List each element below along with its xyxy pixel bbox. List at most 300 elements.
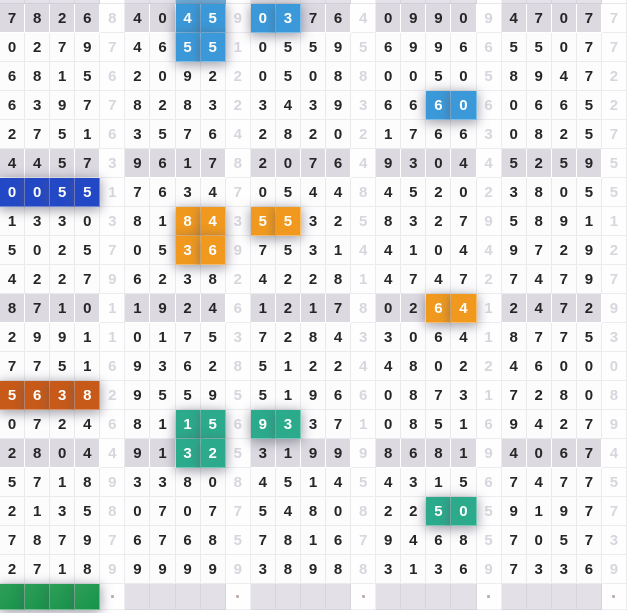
digit-cell: 4 <box>201 178 226 207</box>
separator-digit-cell: 8 <box>351 294 376 323</box>
digit-cell: 5 <box>0 236 25 265</box>
placeholder-dot <box>111 595 114 598</box>
digit-cell: 4 <box>125 33 150 62</box>
digit-cell: 3 <box>251 555 276 584</box>
separator-digit-cell: 4 <box>477 149 502 178</box>
digit-cell: 1 <box>125 294 150 323</box>
digit-cell: 2 <box>301 352 326 381</box>
separator-digit-cell: 9 <box>226 236 251 265</box>
separator-digit-cell: 8 <box>100 497 125 526</box>
digit-cell: 7 <box>502 381 527 410</box>
separator-digit-cell: 6 <box>226 410 251 439</box>
separator-digit-cell: 2 <box>602 91 627 120</box>
digit-cell: 6 <box>552 439 577 468</box>
highlight-digit-cell: 2 <box>201 439 226 468</box>
separator-digit-cell: 7 <box>100 91 125 120</box>
separator-digit-cell: 4 <box>226 120 251 149</box>
digit-cell: 2 <box>276 323 301 352</box>
pending-cell <box>527 584 552 610</box>
digit-cell: 5 <box>577 120 602 149</box>
separator-digit-cell: 6 <box>100 410 125 439</box>
separator-digit-cell: 5 <box>477 497 502 526</box>
digit-cell: 2 <box>276 294 301 323</box>
digit-cell: 8 <box>401 381 426 410</box>
digit-cell: 7 <box>502 265 527 294</box>
digit-cell: 3 <box>25 207 50 236</box>
separator-digit-cell: 9 <box>477 439 502 468</box>
separator-digit-cell: 7 <box>226 178 251 207</box>
digit-cell: 4 <box>401 526 426 555</box>
digit-cell: 0 <box>150 4 175 33</box>
digit-cell: 2 <box>326 352 351 381</box>
separator-digit-cell: 9 <box>602 555 627 584</box>
separator-digit-cell: 5 <box>351 468 376 497</box>
separator-digit-cell: 8 <box>351 178 376 207</box>
digit-cell: 8 <box>276 120 301 149</box>
digit-cell: 0 <box>376 381 401 410</box>
digit-cell: 2 <box>201 352 226 381</box>
digit-cell: 6 <box>527 91 552 120</box>
digit-cell: 4 <box>376 468 401 497</box>
digit-cell: 8 <box>301 497 326 526</box>
digit-cell: 6 <box>0 91 25 120</box>
digit-cell: 5 <box>552 526 577 555</box>
pending-cell <box>376 584 401 610</box>
highlight-digit-cell: 5 <box>426 497 451 526</box>
digit-cell: 5 <box>301 33 326 62</box>
digit-cell: 7 <box>502 468 527 497</box>
digit-cell: 1 <box>451 439 476 468</box>
digit-cell: 1 <box>401 555 426 584</box>
separator-digit-cell: 3 <box>602 526 627 555</box>
separator-digit-cell: 3 <box>477 120 502 149</box>
digit-cell: 5 <box>577 178 602 207</box>
digit-cell: 9 <box>301 555 326 584</box>
digit-cell: 4 <box>552 62 577 91</box>
digit-cell: 8 <box>0 294 25 323</box>
digit-cell: 6 <box>326 4 351 33</box>
digit-cell: 9 <box>502 410 527 439</box>
digit-cell: 7 <box>0 352 25 381</box>
digit-cell: 3 <box>251 91 276 120</box>
digit-cell: 9 <box>401 4 426 33</box>
digit-cell: 9 <box>401 33 426 62</box>
digit-cell: 1 <box>276 439 301 468</box>
digit-cell: 0 <box>451 4 476 33</box>
digit-cell: 9 <box>50 323 75 352</box>
digit-cell: 1 <box>577 207 602 236</box>
separator-digit-cell: 5 <box>602 149 627 178</box>
digit-cell: 0 <box>527 439 552 468</box>
digit-cell: 1 <box>426 468 451 497</box>
separator-digit-cell: 3 <box>602 323 627 352</box>
digit-cell: 2 <box>125 62 150 91</box>
digit-cell: 7 <box>176 323 201 352</box>
digit-cell: 2 <box>577 294 602 323</box>
digit-cell: 4 <box>426 265 451 294</box>
separator-digit-cell: 2 <box>477 352 502 381</box>
digit-cell: 1 <box>50 62 75 91</box>
separator-digit-cell: 8 <box>226 468 251 497</box>
digit-cell: 7 <box>150 497 175 526</box>
digit-cell: 6 <box>426 120 451 149</box>
highlight-digit-cell: 6 <box>426 294 451 323</box>
digit-cell: 7 <box>25 555 50 584</box>
digit-cell: 2 <box>552 236 577 265</box>
digit-cell: 0 <box>426 236 451 265</box>
digit-cell: 8 <box>326 555 351 584</box>
pending-cell <box>276 584 301 610</box>
digit-cell: 2 <box>0 120 25 149</box>
digit-cell: 8 <box>25 439 50 468</box>
digit-cell: 2 <box>50 265 75 294</box>
digit-cell: 8 <box>502 62 527 91</box>
digit-cell: 5 <box>50 120 75 149</box>
digit-cell: 4 <box>502 439 527 468</box>
separator-digit-cell: 8 <box>351 62 376 91</box>
digit-cell: 7 <box>326 294 351 323</box>
separator-digit-cell: 7 <box>100 526 125 555</box>
separator-digit-cell: 9 <box>477 4 502 33</box>
digit-cell: 8 <box>451 526 476 555</box>
digit-cell: 5 <box>502 149 527 178</box>
separator-digit-cell: 9 <box>477 555 502 584</box>
digit-cell: 7 <box>176 120 201 149</box>
digit-cell: 2 <box>50 4 75 33</box>
highlight-digit-cell: 5 <box>201 33 226 62</box>
digit-cell: 6 <box>376 33 401 62</box>
pending-green-cell <box>50 584 75 610</box>
digit-cell: 3 <box>176 265 201 294</box>
digit-cell: 2 <box>502 294 527 323</box>
highlight-digit-cell: 4 <box>176 4 201 33</box>
digit-cell: 9 <box>376 526 401 555</box>
digit-cell: 4 <box>251 265 276 294</box>
digit-cell: 7 <box>75 265 100 294</box>
pending-separator-cell <box>100 584 125 610</box>
digit-cell: 6 <box>451 33 476 62</box>
digit-cell: 4 <box>301 178 326 207</box>
separator-digit-cell: 6 <box>100 120 125 149</box>
digit-cell: 4 <box>201 294 226 323</box>
digit-cell: 5 <box>426 62 451 91</box>
digit-cell: 5 <box>75 62 100 91</box>
digit-cell: 1 <box>301 526 326 555</box>
digit-cell: 5 <box>150 381 175 410</box>
separator-digit-cell: 1 <box>100 294 125 323</box>
highlight-digit-cell: 3 <box>50 381 75 410</box>
separator-digit-cell: 3 <box>226 207 251 236</box>
separator-digit-cell: 8 <box>226 149 251 178</box>
digit-cell: 9 <box>502 497 527 526</box>
digit-cell: 8 <box>376 207 401 236</box>
separator-digit-cell: 5 <box>351 33 376 62</box>
digit-cell: 8 <box>301 323 326 352</box>
digit-cell: 2 <box>251 149 276 178</box>
digit-cell: 4 <box>376 236 401 265</box>
separator-digit-cell: 3 <box>100 207 125 236</box>
separator-digit-cell: 5 <box>226 439 251 468</box>
digit-cell: 0 <box>401 323 426 352</box>
digit-cell: 1 <box>326 236 351 265</box>
digit-cell: 6 <box>125 265 150 294</box>
digit-cell: 3 <box>301 207 326 236</box>
digit-cell: 5 <box>75 236 100 265</box>
digit-cell: 5 <box>276 178 301 207</box>
pending-cell <box>176 584 201 610</box>
digit-cell: 6 <box>451 120 476 149</box>
digit-cell: 8 <box>75 555 100 584</box>
digit-cell: 0 <box>326 497 351 526</box>
digit-cell: 2 <box>552 120 577 149</box>
digit-cell: 9 <box>426 33 451 62</box>
digit-cell: 0 <box>552 33 577 62</box>
digit-cell: 7 <box>301 4 326 33</box>
digit-cell: 1 <box>251 294 276 323</box>
digit-cell: 9 <box>552 207 577 236</box>
separator-digit-cell: 6 <box>100 62 125 91</box>
digit-cell: 1 <box>150 207 175 236</box>
separator-digit-cell: 4 <box>477 236 502 265</box>
digit-cell: 6 <box>426 526 451 555</box>
digit-cell: 7 <box>527 236 552 265</box>
digit-cell: 8 <box>552 381 577 410</box>
digit-cell: 8 <box>125 91 150 120</box>
separator-digit-cell: 4 <box>351 4 376 33</box>
digit-cell: 5 <box>251 497 276 526</box>
digit-cell: 9 <box>201 555 226 584</box>
highlight-digit-cell: 5 <box>201 410 226 439</box>
separator-digit-cell: 1 <box>477 294 502 323</box>
digit-cell: 2 <box>150 265 175 294</box>
digit-cell: 8 <box>25 526 50 555</box>
highlight-digit-cell: 5 <box>75 178 100 207</box>
separator-digit-cell: 7 <box>602 497 627 526</box>
separator-digit-cell: 4 <box>602 439 627 468</box>
pending-cell <box>251 584 276 610</box>
digit-cell: 7 <box>401 120 426 149</box>
digit-cell: 3 <box>301 91 326 120</box>
highlight-digit-cell: 4 <box>201 207 226 236</box>
digit-cell: 5 <box>577 91 602 120</box>
digit-cell: 1 <box>176 149 201 178</box>
digit-cell: 7 <box>251 323 276 352</box>
digit-cell: 3 <box>301 410 326 439</box>
digit-cell: 7 <box>301 149 326 178</box>
digit-cell: 4 <box>527 294 552 323</box>
digit-cell: 3 <box>201 91 226 120</box>
digit-cell: 2 <box>150 91 175 120</box>
separator-digit-cell: 7 <box>602 120 627 149</box>
digit-cell: 9 <box>125 381 150 410</box>
digit-cell: 3 <box>401 468 426 497</box>
digit-cell: 7 <box>577 4 602 33</box>
digit-cell: 8 <box>401 352 426 381</box>
digit-cell: 0 <box>376 410 401 439</box>
separator-digit-cell: 5 <box>477 526 502 555</box>
digit-cell: 0 <box>251 33 276 62</box>
digit-cell: 8 <box>25 4 50 33</box>
digit-cell: 6 <box>376 91 401 120</box>
digit-cell: 7 <box>401 265 426 294</box>
digit-cell: 1 <box>75 120 100 149</box>
separator-digit-cell: 2 <box>226 62 251 91</box>
digit-cell: 2 <box>301 265 326 294</box>
digit-cell: 6 <box>150 149 175 178</box>
placeholder-dot <box>236 595 239 598</box>
digit-cell: 5 <box>176 381 201 410</box>
separator-digit-cell: 5 <box>226 526 251 555</box>
digit-cell: 3 <box>426 555 451 584</box>
separator-digit-cell: 0 <box>602 352 627 381</box>
digit-cell: 9 <box>426 4 451 33</box>
separator-digit-cell: 3 <box>351 91 376 120</box>
pending-cell <box>451 584 476 610</box>
separator-digit-cell: 9 <box>602 410 627 439</box>
digit-cell: 5 <box>502 207 527 236</box>
highlight-digit-cell: 5 <box>251 207 276 236</box>
digit-cell: 9 <box>577 265 602 294</box>
highlight-digit-cell: 5 <box>0 381 25 410</box>
digit-cell: 0 <box>426 149 451 178</box>
digit-cell: 2 <box>0 323 25 352</box>
digit-cell: 7 <box>50 526 75 555</box>
digit-cell: 3 <box>50 497 75 526</box>
digit-cell: 6 <box>326 149 351 178</box>
separator-digit-cell: 9 <box>351 439 376 468</box>
separator-digit-cell: 7 <box>351 526 376 555</box>
highlight-digit-cell: 3 <box>176 236 201 265</box>
pending-cell <box>577 584 602 610</box>
highlight-digit-cell: 3 <box>276 4 301 33</box>
digit-cell: 7 <box>75 91 100 120</box>
digit-cell: 9 <box>201 381 226 410</box>
digit-cell: 8 <box>125 207 150 236</box>
digit-cell: 0 <box>251 178 276 207</box>
digit-cell: 2 <box>176 294 201 323</box>
digit-cell: 7 <box>25 120 50 149</box>
digit-cell: 8 <box>276 526 301 555</box>
digit-cell: 3 <box>376 555 401 584</box>
digit-cell: 8 <box>201 526 226 555</box>
digit-cell: 1 <box>50 555 75 584</box>
separator-digit-cell: 9 <box>100 555 125 584</box>
digit-cell: 4 <box>527 468 552 497</box>
digit-cell: 3 <box>50 207 75 236</box>
digit-cell: 2 <box>301 120 326 149</box>
digit-cell: 5 <box>276 468 301 497</box>
highlight-digit-cell: 8 <box>176 207 201 236</box>
digit-cell: 2 <box>527 149 552 178</box>
digit-cell: 6 <box>577 555 602 584</box>
separator-digit-cell: 6 <box>226 294 251 323</box>
digit-cell: 7 <box>577 526 602 555</box>
digit-cell: 7 <box>577 439 602 468</box>
digit-cell: 0 <box>0 33 25 62</box>
digit-cell: 9 <box>326 33 351 62</box>
digit-cell: 0 <box>376 294 401 323</box>
pending-cell <box>426 584 451 610</box>
digit-cell: 9 <box>326 91 351 120</box>
digit-cell: 8 <box>426 439 451 468</box>
digit-cell: 0 <box>125 236 150 265</box>
digit-cell: 0 <box>577 352 602 381</box>
separator-digit-cell: 5 <box>602 178 627 207</box>
separator-digit-cell: 1 <box>602 207 627 236</box>
digit-cell: 3 <box>125 120 150 149</box>
digit-cell: 2 <box>251 120 276 149</box>
digit-cell: 0 <box>75 294 100 323</box>
digit-cell: 2 <box>401 497 426 526</box>
digit-cell: 6 <box>176 352 201 381</box>
digit-cell: 4 <box>326 178 351 207</box>
digit-cell: 9 <box>326 439 351 468</box>
digit-cell: 8 <box>527 207 552 236</box>
digit-cell: 4 <box>75 410 100 439</box>
highlight-digit-cell: 4 <box>451 294 476 323</box>
digit-cell: 3 <box>125 468 150 497</box>
separator-digit-cell: 3 <box>351 323 376 352</box>
digit-cell: 0 <box>451 62 476 91</box>
highlight-digit-cell: 3 <box>176 439 201 468</box>
digit-cell: 3 <box>301 236 326 265</box>
digit-cell: 7 <box>50 33 75 62</box>
digit-cell: 7 <box>502 526 527 555</box>
digit-cell: 4 <box>527 265 552 294</box>
digit-cell: 9 <box>125 555 150 584</box>
digit-cell: 3 <box>176 178 201 207</box>
digit-cell: 5 <box>401 178 426 207</box>
digit-cell: 9 <box>25 323 50 352</box>
separator-digit-cell: 6 <box>100 352 125 381</box>
separator-digit-cell: 8 <box>351 555 376 584</box>
digit-cell: 2 <box>25 33 50 62</box>
highlight-digit-cell: 5 <box>276 207 301 236</box>
digit-cell: 7 <box>451 265 476 294</box>
digit-cell: 4 <box>451 236 476 265</box>
digit-cell: 1 <box>527 497 552 526</box>
pending-green-cell <box>0 584 25 610</box>
digit-cell: 9 <box>125 352 150 381</box>
digit-cell: 4 <box>451 323 476 352</box>
digit-cell: 5 <box>251 352 276 381</box>
highlight-digit-cell: 3 <box>276 410 301 439</box>
digit-cell: 0 <box>502 120 527 149</box>
separator-digit-cell: 7 <box>226 497 251 526</box>
digit-cell: 6 <box>527 352 552 381</box>
digit-cell: 6 <box>451 555 476 584</box>
digit-cell: 9 <box>376 149 401 178</box>
separator-digit-cell: 3 <box>100 149 125 178</box>
digit-cell: 3 <box>25 91 50 120</box>
digit-cell: 4 <box>276 91 301 120</box>
digit-cell: 9 <box>552 497 577 526</box>
separator-digit-cell: 5 <box>226 381 251 410</box>
digit-cell: 7 <box>527 323 552 352</box>
digit-cell: 2 <box>401 294 426 323</box>
digit-cell: 0 <box>25 236 50 265</box>
digit-cell: 5 <box>577 323 602 352</box>
digit-cell: 9 <box>577 236 602 265</box>
pending-separator-cell <box>351 584 376 610</box>
separator-digit-cell: 1 <box>477 323 502 352</box>
digit-cell: 3 <box>251 439 276 468</box>
digit-cell: 4 <box>0 265 25 294</box>
digit-cell: 0 <box>301 62 326 91</box>
digit-cell: 9 <box>176 62 201 91</box>
separator-digit-cell: 9 <box>602 294 627 323</box>
highlight-digit-cell: 0 <box>25 178 50 207</box>
